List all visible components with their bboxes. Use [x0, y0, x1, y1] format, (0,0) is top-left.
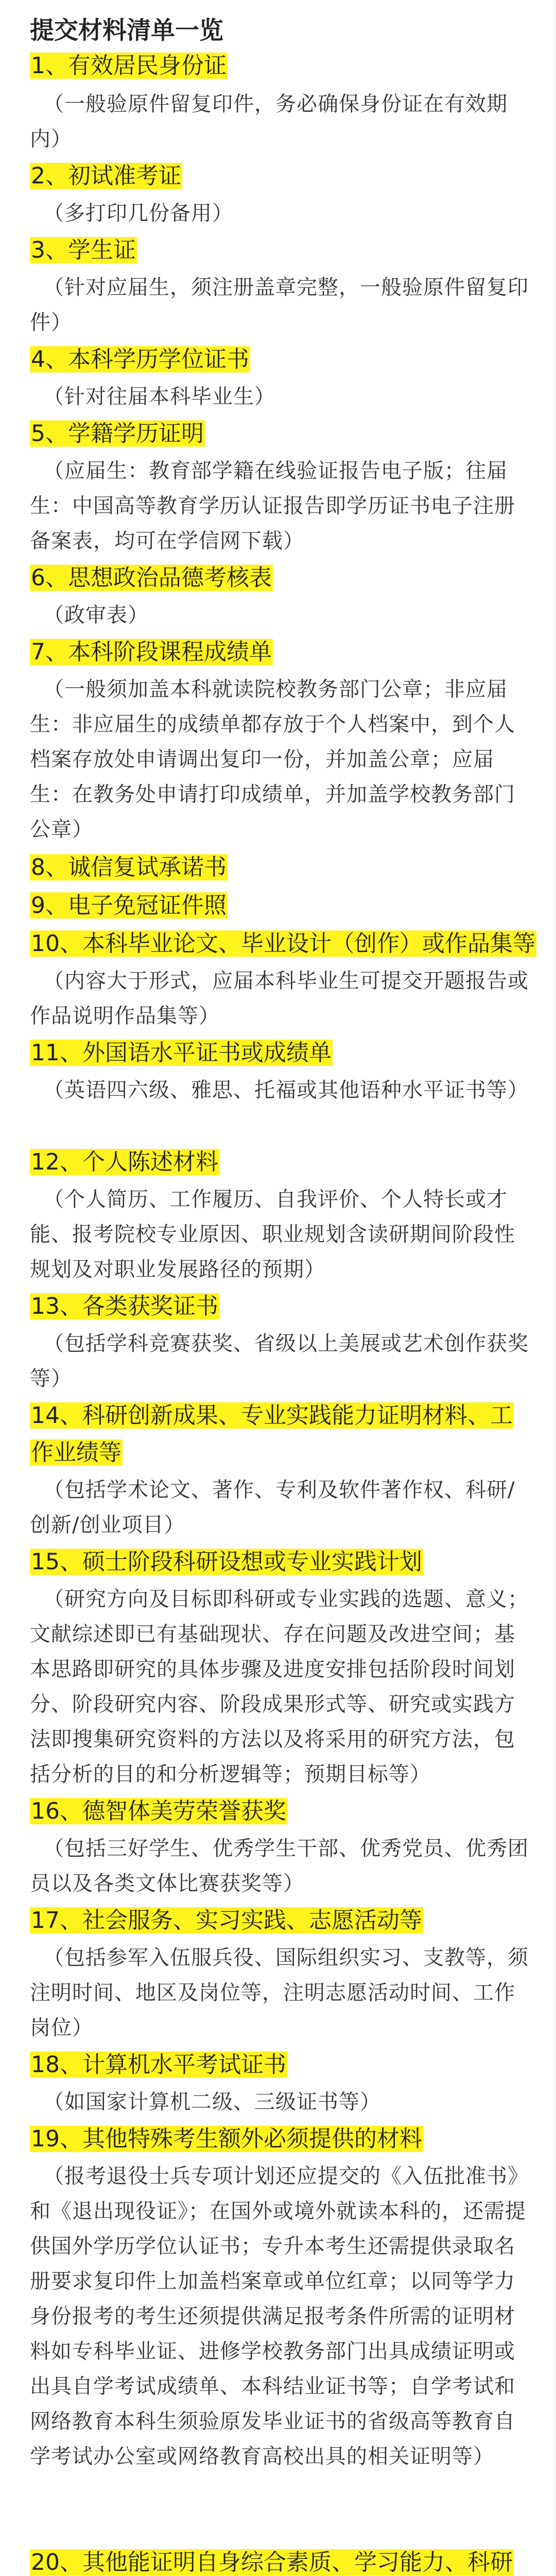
item-heading: 15、硕士阶段科研设想或专业实践计划 [31, 1549, 422, 1575]
item-heading: 8、诚信复试承诺书 [31, 854, 227, 880]
item-heading: 5、学籍学历证明 [31, 420, 204, 447]
item-heading: 12、个人陈述材料 [31, 1149, 218, 1175]
item-heading: 16、德智体美劳荣誉获奖 [31, 1798, 286, 1824]
document-title: 提交材料清单一览 [30, 16, 223, 45]
item-note: （英语四六级、雅思、托福或其他语种水平证书等） [43, 1078, 529, 1102]
item-note: （研究方向及目标即科研或专业实践的选题、意义；文献综述即已有基础现状、存在问题及改进空间；基本思路即研究的具体步骤及进度安排包括阶段时间划分、阶段研究内容、阶段成果形式等、研究或实践方法即搜集研究资料的方法以及将采用的研究方法，包括分析的目的和分析逻辑等；预期目标等） [30, 1587, 529, 1786]
item-note: （报考退役士兵专项计划还应提交的《入伍批准书》和《退出现役证》；在国外或境外就读本科的，还需提供国外学历学位认证书；专升本考生还需提供录取名册要求复印件上加盖档案章或单位红章；以同等学力身份报考的考生还须提供满足报考条件所需的证明材料如专科毕业证、进修学校教务部门出具成绩证明或出具自学考试成绩单、本科结业证书等；自学考试和网络教育本科生须验原发毕业证书的省级高等教育自学考试办公室或网络教育高校出具的相关证明等） [30, 2164, 529, 2468]
item-note: （包括三好学生、优秀学生干部、优秀党员、优秀团员以及各类文体比赛获奖等） [30, 1837, 529, 1895]
item-note: （如国家计算机二级、三级证书等） [43, 2090, 381, 2114]
item-heading: 14、科研创新成果、专业实践能力证明材料、工作业绩等 [31, 1402, 513, 1466]
item-note: （一般验原件留复印件，务必确保身份证在有效期内） [30, 92, 508, 151]
item-heading: 2、初试准考证 [31, 163, 181, 189]
item-note: （应届生：教育部学籍在线验证报告电子版；往届生：中国高等教育学历认证报告即学历证书电子注册备案表，均可在学信网下载） [30, 459, 515, 553]
item-heading: 17、社会服务、实习实践、志愿活动等 [31, 1907, 422, 1934]
item-note: （政审表） [43, 603, 149, 627]
item-heading: 1、有效居民身份证 [31, 53, 227, 79]
item-heading: 7、本科阶段课程成绩单 [31, 639, 272, 665]
item-heading: 10、本科毕业论文、毕业设计（创作）或作品集等 [31, 930, 535, 957]
page-edge-shadow [553, 0, 556, 2576]
item-heading: 3、学生证 [31, 237, 136, 263]
item-heading: 18、计算机水平考试证书 [31, 2052, 286, 2078]
item-heading: 9、电子免冠证件照 [31, 892, 227, 919]
item-note: （包括参军入伍服兵役、国际组织实习、支教等，须注明时间、地区及岗位等，注明志愿活动时间、工作岗位） [30, 1946, 529, 2040]
item-note: （一般须加盖本科就读院校教务部门公章；非应届生：非应届生的成绩单都存放于个人档案中，到个人档案存放处申请调出复印一份，并加盖公章；应届生：在教务处申请打印成绩单，并加盖学校教务部门公章） [30, 677, 515, 841]
item-note: （内容大于形式，应届本科毕业生可提交开题报告或作品说明作品集等） [30, 969, 529, 1028]
item-heading: 6、思想政治品德考核表 [31, 565, 272, 591]
item-note: （包括学术论文、著作、专利及软件著作权、科研/创新/创业项目） [30, 1478, 515, 1537]
item-note: （针对往届本科毕业生） [43, 385, 275, 409]
item-note: （包括学科竞赛获奖、省级以上美展或艺术创作获奖等） [30, 1332, 529, 1391]
item-note: （多打印几份备用） [43, 201, 233, 225]
item-heading: 13、各类获奖证书 [31, 1293, 218, 1319]
item-heading: 4、本科学历学位证书 [31, 346, 249, 372]
item-heading: 20、其他能证明自身综合素质、学习能力、科研 [30, 2544, 529, 2576]
item-note: （针对应届生，须注册盖章完整，一般验原件留复印件） [30, 276, 529, 334]
item-heading: 11、外国语水平证书或成绩单 [31, 1040, 332, 1066]
item-note: （个人简历、工作履历、自我评价、个人特长或才能、报考院校专业原因、职业规划含读研期间阶段性规划及对职业发展路径的预期） [30, 1188, 515, 1281]
item-heading: 19、其他特殊考生额外必须提供的材料 [31, 2126, 422, 2152]
